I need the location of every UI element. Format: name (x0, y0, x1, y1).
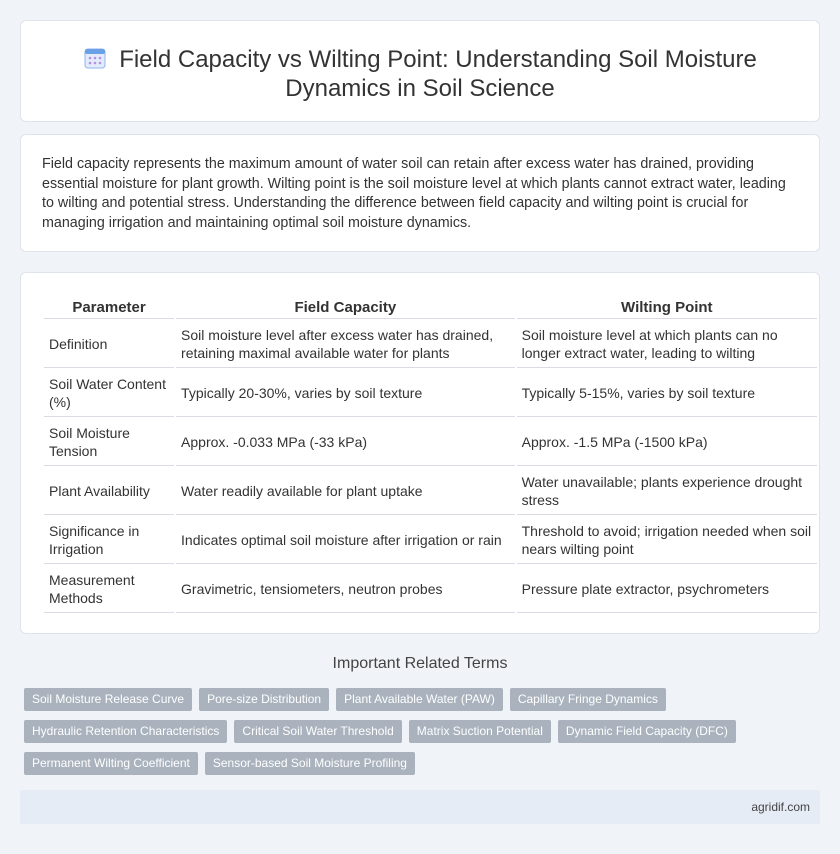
row-field-capacity: Water readily available for plant uptake (176, 468, 515, 515)
intro-card (20, 134, 820, 252)
related-terms-title: Important Related Terms (332, 655, 508, 672)
related-term-tag[interactable]: Pore-size Distribution (199, 688, 329, 711)
row-field-capacity: Typically 20-30%, varies by soil texture (176, 370, 515, 417)
table-row (44, 321, 817, 368)
page-title-wrap (21, 45, 819, 103)
related-term-tag[interactable]: Sensor-based Soil Moisture Profiling (205, 752, 415, 775)
row-wilting-point: Approx. -1.5 MPa (-1500 kPa) (517, 419, 817, 466)
row-parameter: Significance in Irrigation (44, 517, 174, 564)
related-term-tag[interactable]: Capillary Fringe Dynamics (510, 688, 666, 711)
header-wilting-point: Wilting Point (517, 299, 817, 319)
row-wilting-point: Pressure plate extractor, psychrometers (517, 566, 817, 613)
related-term-tag[interactable]: Soil Moisture Release Curve (24, 688, 192, 711)
row-field-capacity: Approx. -0.033 MPa (-33 kPa) (176, 419, 515, 466)
row-field-capacity: Gravimetric, tensiometers, neutron probes (176, 566, 515, 613)
row-parameter: Soil Moisture Tension (44, 419, 174, 466)
table-row (44, 517, 817, 564)
intro-paragraph: Field capacity represents the maximum amount of water soil can retain after excess water has drained, providing essential moisture for plant growth. Wilting point is the soil moisture level at which plants cannot extract water, leading to wilting and potential stress. Understanding the difference between field capacity and wilting point is crucial for managing irrigation and maintaining optimal soil moisture dynamics. (42, 156, 786, 231)
row-parameter: Definition (44, 321, 174, 368)
row-wilting-point: Typically 5-15%, varies by soil texture (517, 370, 817, 417)
related-term-tag[interactable]: Matrix Suction Potential (409, 720, 551, 743)
related-term-tag[interactable]: Dynamic Field Capacity (DFC) (558, 720, 736, 743)
title-card (20, 20, 820, 122)
row-parameter: Soil Water Content (%) (44, 370, 174, 417)
related-term-tag[interactable]: Permanent Wilting Coefficient (24, 752, 198, 775)
comparison-card (20, 272, 820, 634)
table-header-row (44, 299, 817, 319)
related-terms-list (24, 688, 824, 784)
related-term-tag[interactable]: Hydraulic Retention Characteristics (24, 720, 227, 743)
table-row (44, 468, 817, 515)
related-term-tag[interactable]: Plant Available Water (PAW) (336, 688, 503, 711)
table-row (44, 566, 817, 613)
row-parameter: Plant Availability (44, 468, 174, 515)
row-field-capacity: Soil moisture level after excess water has drained, retaining maximal available water for plants (176, 321, 515, 368)
footer-site-link[interactable]: agridif.com (751, 800, 810, 814)
row-wilting-point: Threshold to avoid; irrigation needed when soil nears wilting point (517, 517, 817, 564)
row-parameter: Measurement Methods (44, 566, 174, 613)
row-wilting-point: Soil moisture level at which plants can no longer extract water, leading to wilting (517, 321, 817, 368)
comparison-table (42, 297, 819, 615)
row-field-capacity: Indicates optimal soil moisture after irrigation or rain (176, 517, 515, 564)
header-parameter: Parameter (44, 299, 174, 319)
page-title: Field Capacity vs Wilting Point: Understanding Soil Moisture Dynamics in Soil Science (119, 46, 757, 102)
table-row (44, 419, 817, 466)
calendar-grid-icon (83, 46, 107, 70)
related-term-tag[interactable]: Critical Soil Water Threshold (234, 720, 401, 743)
header-field-capacity: Field Capacity (176, 299, 515, 319)
row-wilting-point: Water unavailable; plants experience drought stress (517, 468, 817, 515)
footer (20, 790, 820, 824)
table-row (44, 370, 817, 417)
